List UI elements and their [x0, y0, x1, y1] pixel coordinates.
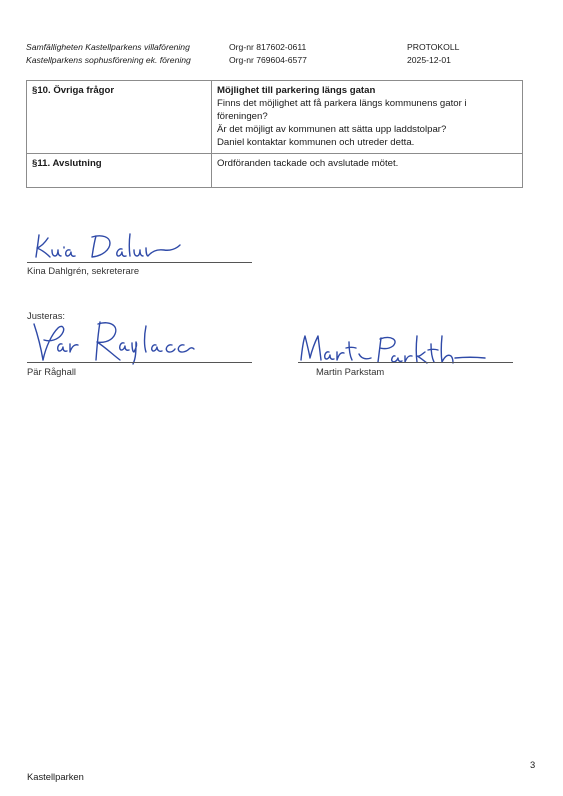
section-text-line: Är det möjligt av kommunen att sätta upp laddstolpar?: [217, 124, 447, 135]
section-topic: Möjlighet till parkering längs gatan: [217, 85, 376, 96]
secretary-signature: [30, 228, 190, 262]
justeras-label: Justeras:: [27, 310, 66, 321]
signature-line: [27, 262, 252, 263]
section-text-line: föreningen?: [217, 111, 268, 122]
section-number: §11. Avslutning: [27, 154, 212, 188]
signature-line: [298, 362, 513, 363]
org-name-1: Samfälligheten Kastellparkens villaförening: [26, 42, 190, 52]
adjuster-2-name: Martin Parkstam: [316, 366, 385, 377]
secretary-name: Kina Dahlgrén, sekreterare: [27, 265, 140, 276]
table-row: [27, 81, 523, 154]
org-number-1: Org-nr 817602-0611: [229, 42, 307, 52]
table-row: [27, 154, 523, 188]
adjuster-2-signature: [295, 330, 495, 366]
section-content: [212, 81, 523, 154]
document-date: 2025-12-01: [407, 55, 451, 65]
adjuster-1-signature: [28, 316, 208, 366]
signature-line: [27, 362, 252, 363]
section-content: [212, 154, 523, 188]
document-type: PROTOKOLL: [407, 42, 460, 52]
section-number: §10. Övriga frågor: [27, 81, 212, 154]
section-text-line: Ordföranden tackade och avslutade mötet.: [217, 158, 399, 169]
section-text-line: Daniel kontaktar kommunen och utreder detta.: [217, 137, 415, 148]
footer-org: Kastellparken: [27, 771, 84, 782]
section-text-line: Finns det möjlighet att få parkera längs kommunens gator i: [217, 98, 467, 109]
adjuster-1-name: Pär Råghall: [27, 366, 76, 377]
page-number: 3: [530, 759, 536, 770]
minutes-table: [26, 80, 523, 188]
org-name-2: Kastellparkens sophusförening ek. förening: [26, 55, 191, 65]
org-number-2: Org-nr 769604-6577: [229, 55, 307, 65]
